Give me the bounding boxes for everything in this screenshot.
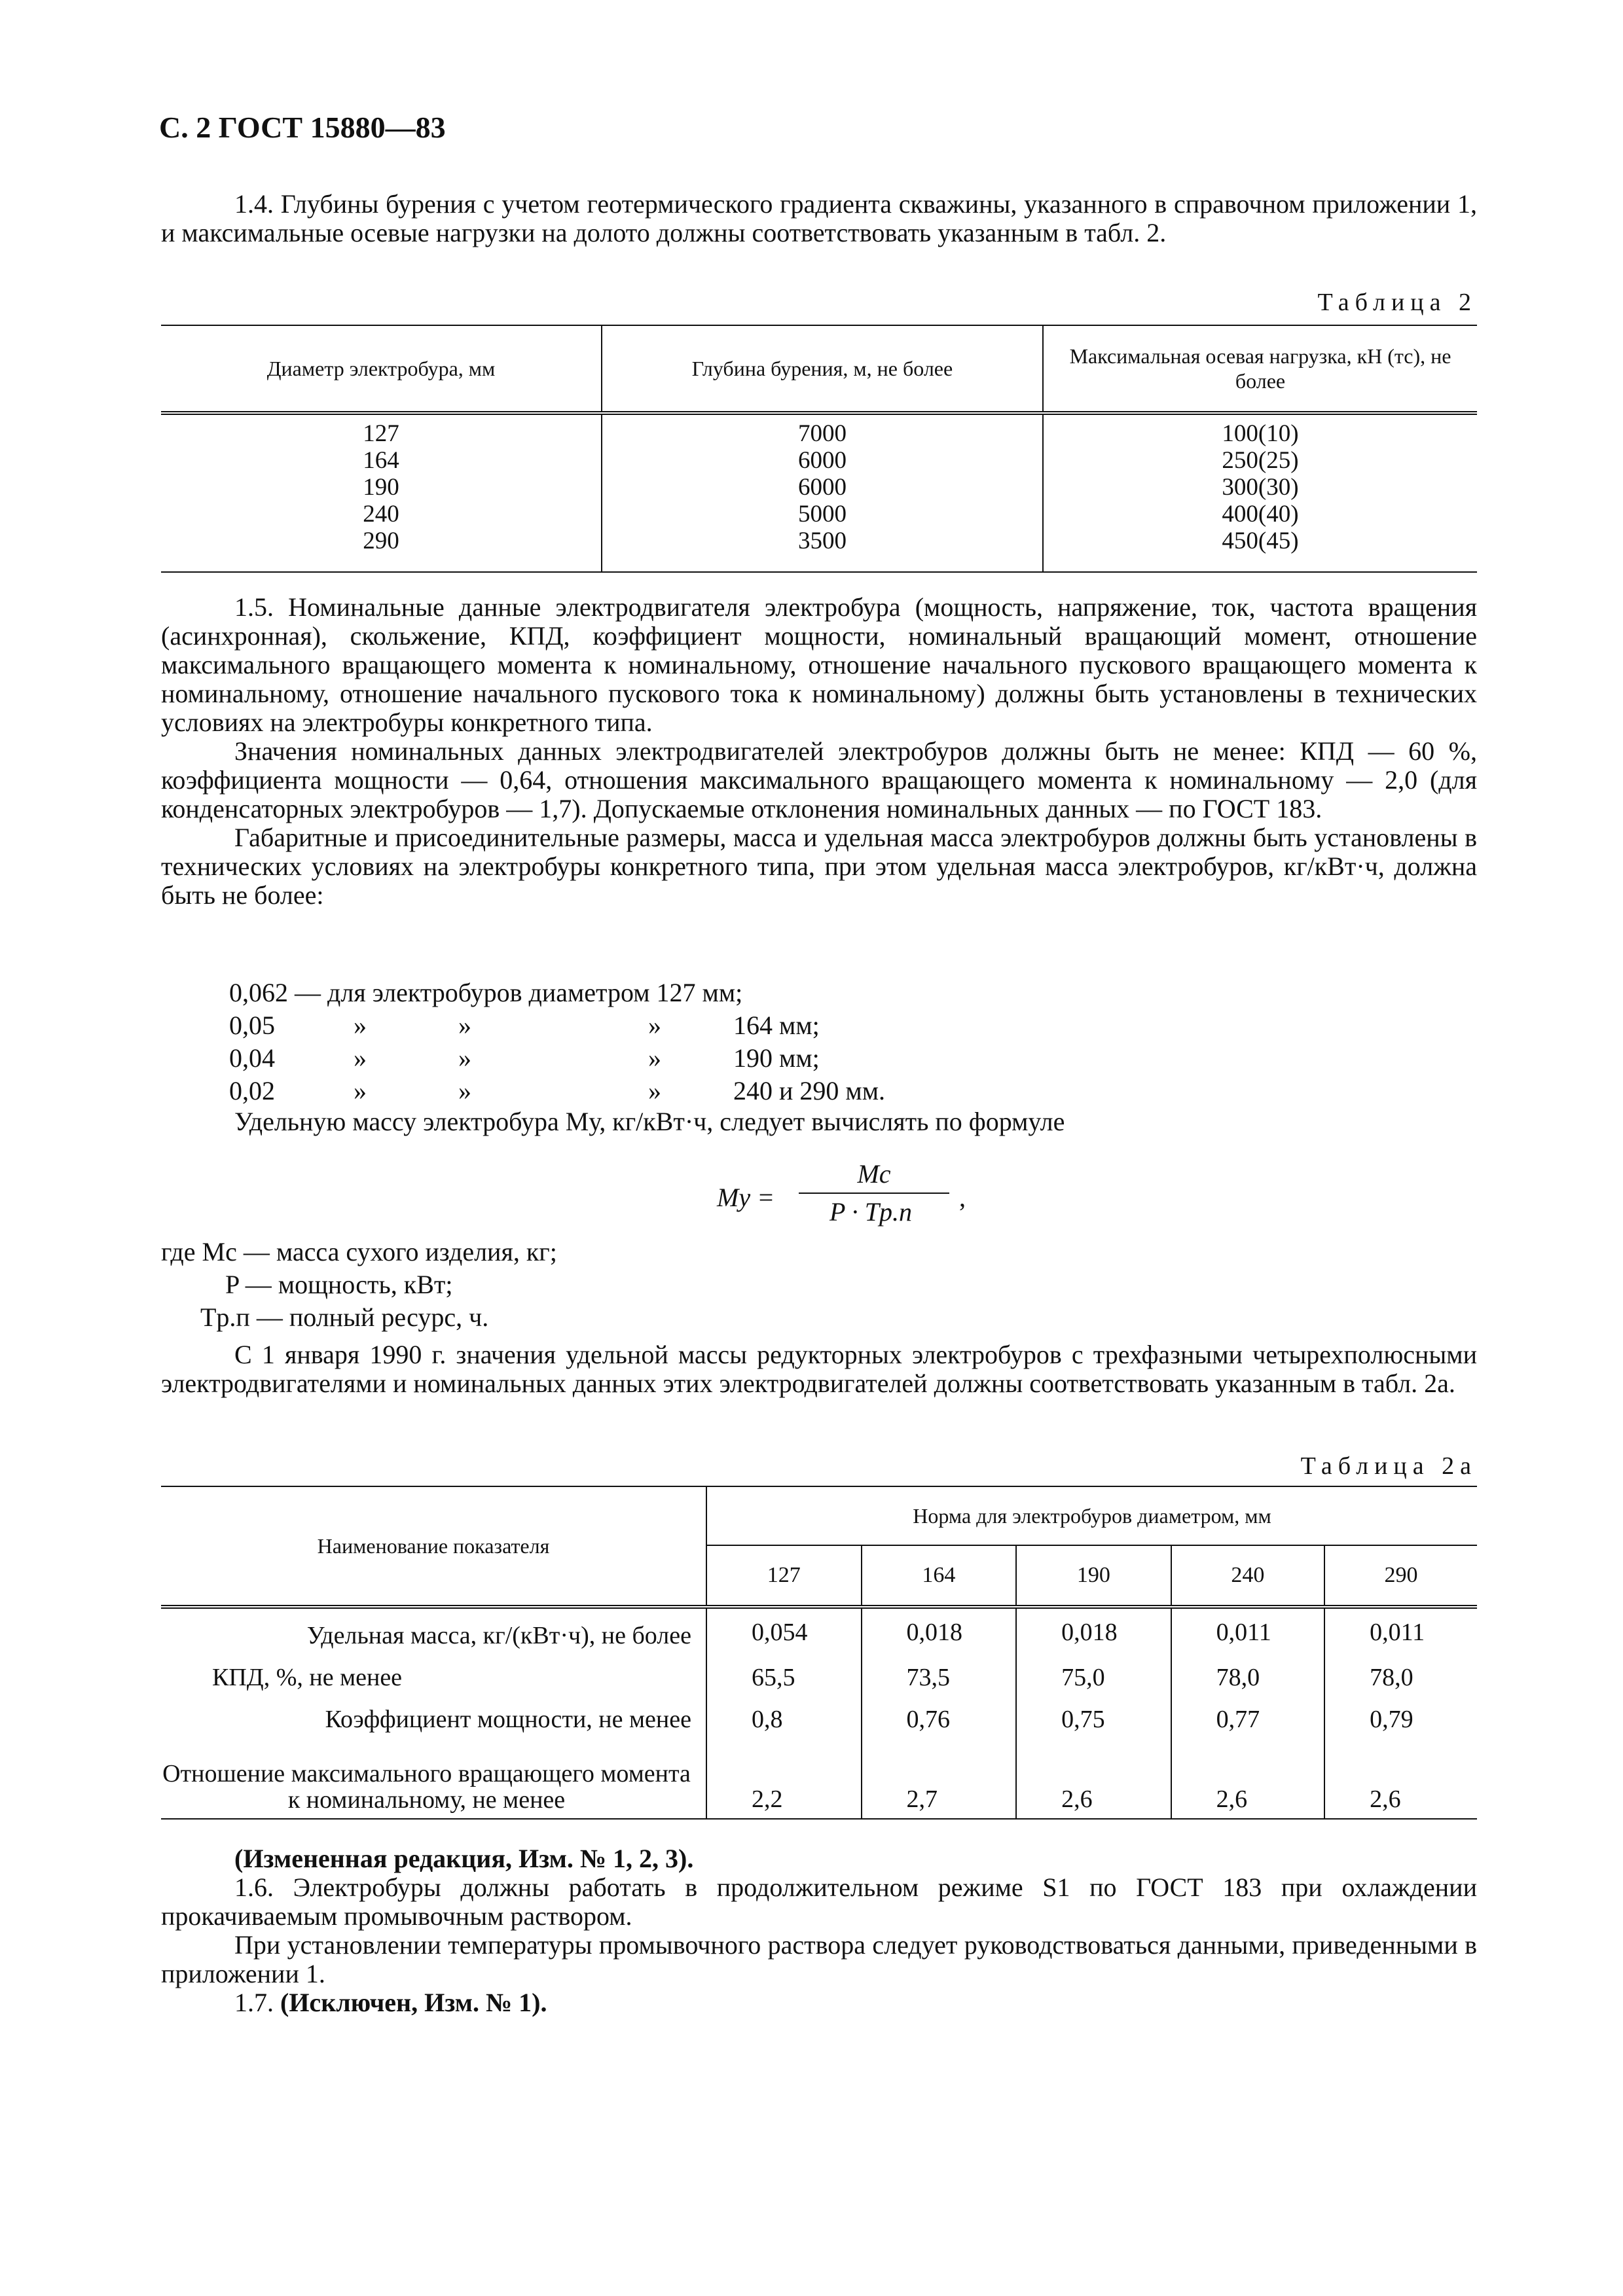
table-2a-header-norm: Норма для электробуров диаметром, мм xyxy=(706,1486,1477,1545)
mass-row-1: 0,062 — для электробуров диаметром 127 мм; xyxy=(229,978,743,1007)
formula: Mу = Mс P · Tр.п , xyxy=(717,1159,966,1227)
where-mc: где Mс — масса сухого изделия, кг; xyxy=(161,1237,557,1266)
where-t: Tр.п — полный ресурс, ч. xyxy=(200,1302,489,1332)
table-row: КПД, %, не менее 65,5 73,5 75,0 78,0 78,0 xyxy=(161,1657,1477,1698)
mass-row-2-value: 0,05 xyxy=(229,1011,275,1040)
table-2-header-depth: Глубина бурения, м, не более xyxy=(602,325,1043,413)
fraction-bar xyxy=(799,1193,949,1194)
paragraph-values: Значения номинальных данных электродвигателей электробуров должны быть не менее: КПД — 60 %, коэффициента мощности — 0,64, отношения максимального вращающего момента к номинальному — 2,0 (для конденсаторных электробуров — 1,7). Допускаемые отклонения номинальных данных — по ГОСТ 183. xyxy=(161,736,1477,823)
mass-row-3-value: 0,04 xyxy=(229,1043,275,1073)
table-2-col-depth: 7000 6000 6000 5000 3500 xyxy=(602,413,1043,572)
mass-row-4-value: 0,02 xyxy=(229,1076,275,1105)
table-2-col-load: 100(10) 250(25) 300(30) 400(40) 450(45) xyxy=(1043,413,1477,572)
table-row: Удельная масса, кг/(кВт·ч), не более 0,054 0,018 0,018 0,011 0,011 xyxy=(161,1607,1477,1657)
formula-denominator: P · Tр.п xyxy=(830,1197,912,1227)
edition-note: (Измененная редакция, Изм. № 1, 2, 3). xyxy=(234,1844,694,1873)
paragraph-1990: С 1 января 1990 г. значения удельной массы редукторных электробуров с трехфазными четырехполюсными электродвигателями и номинальных данных этих электродвигателей должны соответствовать указанным в табл. 2а. xyxy=(161,1340,1477,1398)
table-2-label: Таблица 2 xyxy=(1317,289,1477,316)
paragraph-1-7: 1.7. (Исключен, Изм. № 1). xyxy=(234,1988,547,2017)
formula-lhs: Mу = xyxy=(717,1183,775,1212)
table-2a-header-290: 290 xyxy=(1324,1545,1477,1607)
document-page: С. 2 ГОСТ 15880—83 1.4. Глубины бурения с учетом геотермического градиента скважины, указанного в справочном приложении 1, и максимальные осевые нагрузки на долото должны соответствовать указанным в табл. 2. Таблица 2 Диаметр электробура, мм Глубина бурения, м, не более Максимальная осевая нагрузка, кН (тс), не более 127 164 190 240 290 7000 6000 6000 5000 3500 100(10) 250(25) 300(30) 400(40) 450(45) 1.5. Номинальные данные электродвигателя электробура (мощность, напряжение, ток, частота вращения (асинхронная), скольжение, КПД, коэффициент мощности, номинальный вращающий момент, отношение максимального вращающего момента к номинальному, отношение начального пускового вращающего момента к номинальному, отношение начального пускового тока к номинальному) должны быть установлены в технических условиях на электробуры конкретного типа. Значения номинальных данных электродвигателей электробуров должны быть не менее: КПД — 60 %, коэффициента мощности — 0,64, отношения максимального вращающего момента к номинальному — 2,0 (для конденсаторных электробуров — 1,7). Допускаемые отклонения номинальных данных — по ГОСТ 183. Габаритные и присоединительные размеры, масса и удельная масса электробуров должны быть установлены в технических условиях на электробуры конкретного типа, при этом удельная масса электробуров, кг/кВт·ч, должна быть не более: 0,062 — для электробуров диаметром 127 мм; 0,05 » » » 164 мм; 0,04 » » » 190 мм; 0,02 » » » 240 и 290 мм. Удельную массу электробура Mу, кг/кВт·ч, следует вычислять по формуле Mу = Mс P · Tр.п , где Mс — масса сухого изделия, кг; P — мощность, кВт; Tр.п — полный ресурс, ч. С 1 января 1990 г. значения удельной массы редукторных электробуров с трехфазными четырехполюсными электродвигателями и номинальных данных этих электродвигателей должны соответствовать указанным в табл. 2а. Таблица 2а Наименование показателя Норма для электробуров диаметром, мм 127 164 190 240 290 Удельная масса, кг/(кВт·ч), не более 0,054 0,018 0,018 0,011 0,011 КПД, %, не менее 65,5 73,5 75,0 78,0 78,0 Коэффициент мощности, не менее 0,8 0,76 0,75 0,77 0,79 Отношение максимального вращающего момента к номинальному, не менее 2,2 2,7 2,6 2,6 2,6 (Измененная редакция, Изм. № 1, 2, 3). 1.6. Электробуры должны работать в продолжительном режиме S1 по ГОСТ 183 при охлаждении прокачиваемым промывочным раствором. При установлении температуры промывочного раствора следует руководствоваться данными, приведенными в приложении 1. 1.7. (Исключен, Изм. № 1). xyxy=(159,111,1477,2017)
table-2a-header-190: 190 xyxy=(1016,1545,1171,1607)
table-2a-header-164: 164 xyxy=(862,1545,1017,1607)
paragraph-1-5: 1.5. Номинальные данные электродвигателя электробура (мощность, напряжение, ток, частота вращения (асинхронная), скольжение, КПД, коэффициент мощности, номинальный вращающий момент, отношение максимального вращающего момента к номинальному, отношение начального пускового вращающего момента к номинальному, отношение начального пускового тока к номинальному) должны быть установлены в технических условиях на электробуры конкретного типа. Значения номинальных данных электродвигателей электробуров должны быть не менее: КПД — 60 %, коэффициента мощности — 0,64, отношения максимального вращающего момента к номинальному — 2,0 (для конденсаторных электробуров — 1,7). Допускаемые отклонения номинальных данных — по ГОСТ 183. Габаритные и присоединительные размеры, масса и удельная масса электробуров должны быть установлены в технических условиях на электробуры конкретного типа, при этом удельная масса электробуров, кг/кВт·ч, должна быть не более: xyxy=(161,592,1477,910)
where-p: P — мощность, кВт; xyxy=(225,1270,453,1299)
table-row: Коэффициент мощности, не менее 0,8 0,76 0,75 0,77 0,79 xyxy=(161,1698,1477,1740)
paragraph-dimensions: Габаритные и присоединительные размеры, масса и удельная масса электробуров должны быть установлены в технических условиях на электробуры конкретного типа, при этом удельная масса электробуров, кг/кВт·ч, должна быть не более: xyxy=(161,823,1477,910)
paragraph-1-4: 1.4. Глубины бурения с учетом геотермического градиента скважины, указанного в справочном приложении 1, и максимальные осевые нагрузки на долото должны соответствовать указанным в табл. 2. xyxy=(161,189,1477,247)
table-2a-header-240: 240 xyxy=(1171,1545,1324,1607)
table-row: Отношение максимального вращающего момента к номинальному, не менее 2,2 2,7 2,6 2,6 2,6 xyxy=(161,1740,1477,1819)
closing-section xyxy=(161,1844,1477,2017)
table-2a xyxy=(161,1486,1477,1820)
formula-intro: Удельную массу электробура Mу, кг/кВт·ч, следует вычислять по формуле xyxy=(234,1107,1065,1136)
table-2a-header-127: 127 xyxy=(706,1545,862,1607)
table-2-header-diameter: Диаметр электробура, мм xyxy=(161,325,602,413)
mass-row-3-size: 190 мм; xyxy=(733,1043,820,1073)
table-2 xyxy=(161,325,1477,573)
formula-numerator: Mс xyxy=(857,1159,891,1189)
page-header: С. 2 ГОСТ 15880—83 xyxy=(159,111,446,144)
table-2-col-diameter: 127 164 190 240 290 xyxy=(363,420,399,554)
variable-definitions xyxy=(161,1236,557,1334)
mass-row-2-size: 164 мм; xyxy=(733,1011,820,1040)
paragraph-1-6: 1.6. Электробуры должны работать в продолжительном режиме S1 по ГОСТ 183 при охлаждении прокачиваемым промывочным раствором. xyxy=(161,1873,1477,1931)
mass-row-4-size: 240 и 290 мм. xyxy=(733,1076,886,1105)
table-2-header-load: Максимальная осевая нагрузка, кН (тс), не более xyxy=(1043,325,1477,413)
table-2a-label: Таблица 2а xyxy=(1300,1452,1477,1480)
table-2a-header-name: Наименование показателя xyxy=(161,1486,706,1607)
paragraph-temperature: При установлении температуры промывочного раствора следует руководствоваться данными, приведенными в приложении 1. xyxy=(161,1930,1477,1988)
